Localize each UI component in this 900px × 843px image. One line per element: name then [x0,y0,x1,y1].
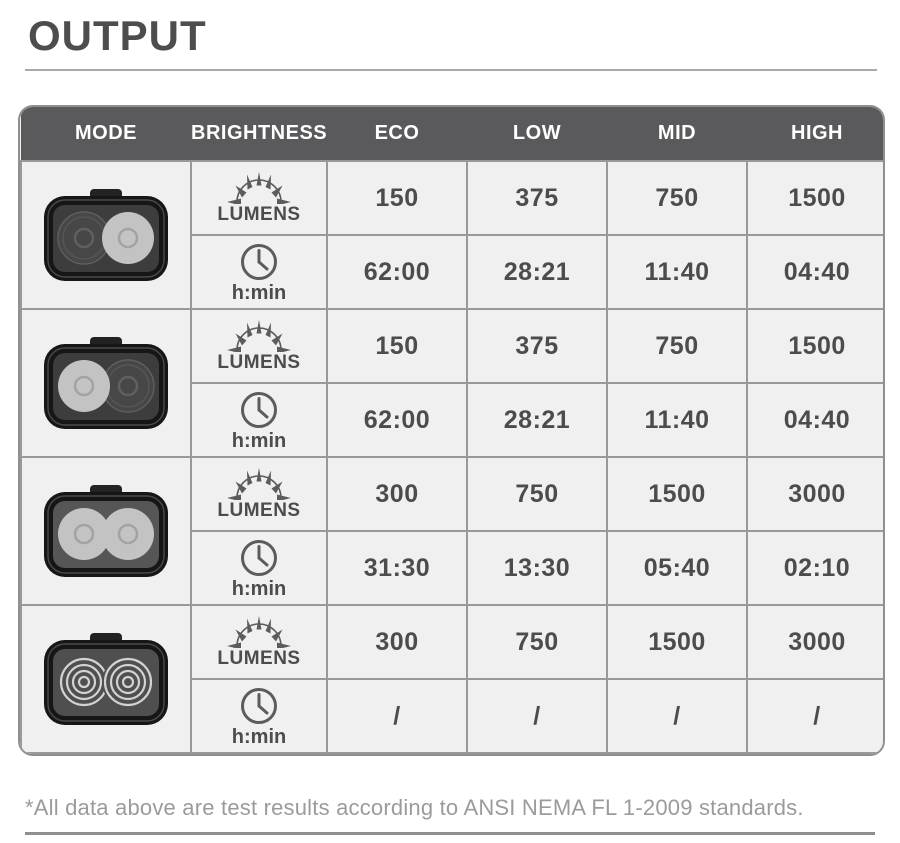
dual-led-light-right-lens-on-icon [44,189,168,281]
runtime-value-mid: 11:40 [607,235,747,309]
runtime-value-high: / [747,679,885,753]
runtime-value-eco: / [327,679,467,753]
dual-led-light-both-lenses-flash-icon [44,633,168,725]
lumens-value-eco: 150 [327,161,467,235]
runtime-cell [191,679,327,753]
mode-cell-3 [21,457,191,605]
lumens-value-eco: 150 [327,309,467,383]
dual-led-light-both-lenses-on-icon [44,485,168,577]
lumens-value-mid: 750 [607,161,747,235]
lumens-label: LUMENS [217,204,301,225]
lumens-value-eco: 300 [327,605,467,679]
runtime-value-mid: 05:40 [607,531,747,605]
title-divider [25,69,877,71]
lumens-label: LUMENS [217,648,301,669]
brightness-lumens-cell [191,457,327,531]
runtime-cell [191,235,327,309]
lumens-value-mid: 1500 [607,457,747,531]
mode-cell-2 [21,309,191,457]
runtime-value-high: 02:10 [747,531,885,605]
lumens-value-low: 375 [467,309,607,383]
column-header-brightness: BRIGHTNESS [191,107,327,161]
brightness-lumens-cell [191,309,327,383]
runtime-value-high: 04:40 [747,235,885,309]
table-header-row [21,107,885,161]
table-row [21,457,885,531]
bottom-divider [25,832,875,835]
lumens-value-high: 3000 [747,605,885,679]
lumens-value-eco: 300 [327,457,467,531]
column-header-mode: MODE [21,107,191,161]
lumens-value-low: 375 [467,161,607,235]
lumens-label: LUMENS [217,352,301,373]
dual-led-light-left-lens-on-icon [44,337,168,429]
runtime-value-mid: 11:40 [607,383,747,457]
clock-icon [239,390,279,430]
runtime-cell [191,383,327,457]
clock-icon [239,686,279,726]
runtime-label: h:min [231,577,287,600]
sun-rays-icon [227,468,291,500]
runtime-cell [191,531,327,605]
table-row [21,309,885,383]
runtime-label: h:min [231,429,287,452]
sun-rays-icon [227,616,291,648]
mode-cell-4 [21,605,191,753]
runtime-value-eco: 62:00 [327,383,467,457]
sun-rays-icon [227,172,291,204]
column-header-eco: ECO [327,107,467,161]
lumens-label: LUMENS [217,500,301,521]
runtime-value-eco: 31:30 [327,531,467,605]
lumens-value-mid: 1500 [607,605,747,679]
brightness-lumens-cell [191,161,327,235]
runtime-label: h:min [231,725,287,748]
lumens-value-high: 3000 [747,457,885,531]
lumens-value-low: 750 [467,457,607,531]
sun-rays-icon [227,320,291,352]
column-header-mid: MID [607,107,747,161]
runtime-value-low: 28:21 [467,235,607,309]
clock-icon [239,538,279,578]
standards-footnote: *All data above are test results according to ANSI NEMA FL 1-2009 standards. [25,795,804,820]
lumens-value-mid: 750 [607,309,747,383]
page-title: OUTPUT [28,12,207,59]
runtime-value-low: 13:30 [467,531,607,605]
runtime-value-low: 28:21 [467,383,607,457]
runtime-value-low: / [467,679,607,753]
lumens-value-low: 750 [467,605,607,679]
clock-icon [239,242,279,282]
runtime-value-eco: 62:00 [327,235,467,309]
lumens-value-high: 1500 [747,161,885,235]
runtime-value-mid: / [607,679,747,753]
output-spec-table [18,105,885,756]
column-header-low: LOW [467,107,607,161]
column-header-high: HIGH [747,107,885,161]
runtime-label: h:min [231,281,287,304]
mode-cell-1 [21,161,191,309]
lumens-value-high: 1500 [747,309,885,383]
table-row [21,161,885,235]
table-row [21,605,885,679]
runtime-value-high: 04:40 [747,383,885,457]
brightness-lumens-cell [191,605,327,679]
